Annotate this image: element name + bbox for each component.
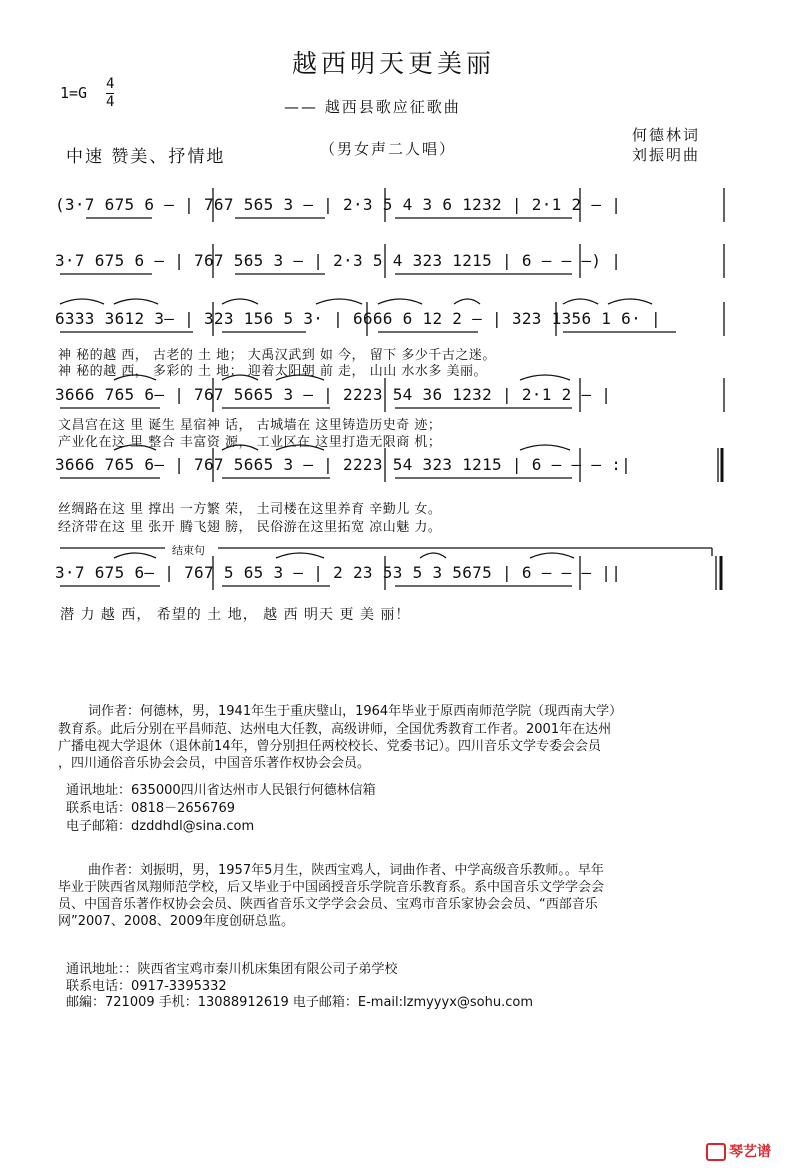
composer-bio-line-3: 员、中国音乐著作权协会会员、陕西省音乐文学学会会员、宝鸡市音乐家协会会员、“西部音乐 <box>58 897 598 912</box>
lyricist-bio-line-3: 广播电视大学退休（退休前14年，曾分别担任两校校长、党委书记）。四川音乐文学专委会会员 <box>58 739 602 754</box>
lyrics-verse-3a: 丝绸路在这 里 撑出 一方繁 荣， 土司楼在这里养育 辛勤儿 女。 <box>58 502 442 517</box>
score-line-4: 3666 765 6— | 767 5665 3 — | 2223 54 36 1232 | 2·1 2 — | <box>55 385 612 404</box>
score-line-5: 3666 765 6— | 767 5665 3 — | 2223 54 323 1215 | 6 — — — :| <box>55 455 632 474</box>
score-line-1: (3·7 675 6 — | 767 565 3 — | 2·3 5 4 3 6 1232 | 2·1 2 — | <box>55 195 622 214</box>
subtitle: —— 越西县歌应征歌曲 <box>284 98 461 116</box>
tempo-marking: 中速 赞美、抒情地 <box>66 147 226 167</box>
lyrics-verse-1a: 神 秘的越 西， 古老的 土 地； 大禹汉武到 如 今， 留下 多少千古之迷。 <box>58 348 496 363</box>
lyricist-bio-line-1: 词作者：何德林，男，1941年生于重庆璧山，1964年毕业于原西南师范学院（现西南大学） <box>88 704 623 719</box>
score-line-2: 3·7 675 6 — | 767 565 3 — | 2·3 5 4 323 1215 | 6 — — —) | <box>55 251 622 270</box>
lyricist-email: 电子邮箱：dzddhdl@sina.com <box>66 819 255 834</box>
composer-phone: 联系电话：0917-3395332 <box>66 979 227 994</box>
watermark-text: 琴艺谱 <box>729 1144 771 1160</box>
lyrics-verse-1b: 神 秘的越 西， 多彩的 土 地； 迎着太阳朝 前 走， 山山 水水多 美丽。 <box>58 364 487 379</box>
lyricist-credit: 何德林词 <box>632 126 701 144</box>
lyricist-address: 通讯地址：635000四川省达州市人民银行何德林信箱 <box>66 783 376 798</box>
lyricist-phone: 联系电话：0818－2656769 <box>66 801 235 816</box>
lyricist-bio-line-4: ，四川通俗音乐协会会员，中国音乐著作权协会会员。 <box>58 756 371 771</box>
performance-note: （男女声二人唱） <box>320 140 457 158</box>
logo-icon <box>706 1143 726 1161</box>
composer-credit: 刘振明曲 <box>632 146 701 164</box>
composer-bio-line-4: 网”2007、2008、2009年度创研总监。 <box>58 914 294 929</box>
lyrics-verse-2b: 产业化在这 里 整合 丰富资 源， 工业区在 这里打造无限商 机； <box>58 435 442 450</box>
lyrics-verse-3b: 经济带在这 里 张开 腾飞翅 膀， 民俗游在这里拓宽 凉山魅 力。 <box>58 520 442 535</box>
score-line-6: 3·7 675 6— | 767 5 65 3 — | 2 23 53 5 3 5675 | 6 — — — || <box>55 563 622 582</box>
composer-address: 通讯地址：：陕西省宝鸡市秦川机床集团有限公司子弟学校 <box>66 962 398 977</box>
watermark-logo <box>706 1141 771 1161</box>
time-signature-bottom: 4 <box>106 94 115 110</box>
composer-postcode-mobile-email: 邮編：721009 手机：13088912619 电子邮箱：E-mail:lzmyyyx@sohu.com <box>66 995 533 1010</box>
song-title: 越西明天更美丽 <box>291 49 495 78</box>
score-line-3: 6333 3612 3— | 323 156 5 3· | 6666 6 12 2 — | 323 1356 1 6· | <box>55 309 661 328</box>
key-signature: 1=G <box>60 84 88 102</box>
composer-bio-line-2: 毕业于陕西省凤翔师范学校，后又毕业于中国函授音乐学院音乐教育系。系中国音乐文学学会会 <box>58 880 605 895</box>
lyrics-ending: 潜 力 越 西， 希望的 土 地， 越 西 明天 更 美 丽！ <box>60 607 411 623</box>
time-signature-top: 4 <box>106 76 115 92</box>
lyricist-bio-line-2: 教育系。此后分别在平昌师范、达州电大任教，高级讲师，全国优秀教育工作者。2001年在达州 <box>58 722 612 737</box>
composer-bio-line-1: 曲作者：刘振明，男，1957年5月生，陕西宝鸡人，词曲作者、中学高级音乐教师。。早年 <box>88 863 604 878</box>
lyrics-verse-2a: 文昌宫在这 里 诞生 星宿神 话， 古城墙在 这里铸造历史奇 迹； <box>58 418 442 433</box>
ending-label: 结束句 <box>172 544 205 557</box>
